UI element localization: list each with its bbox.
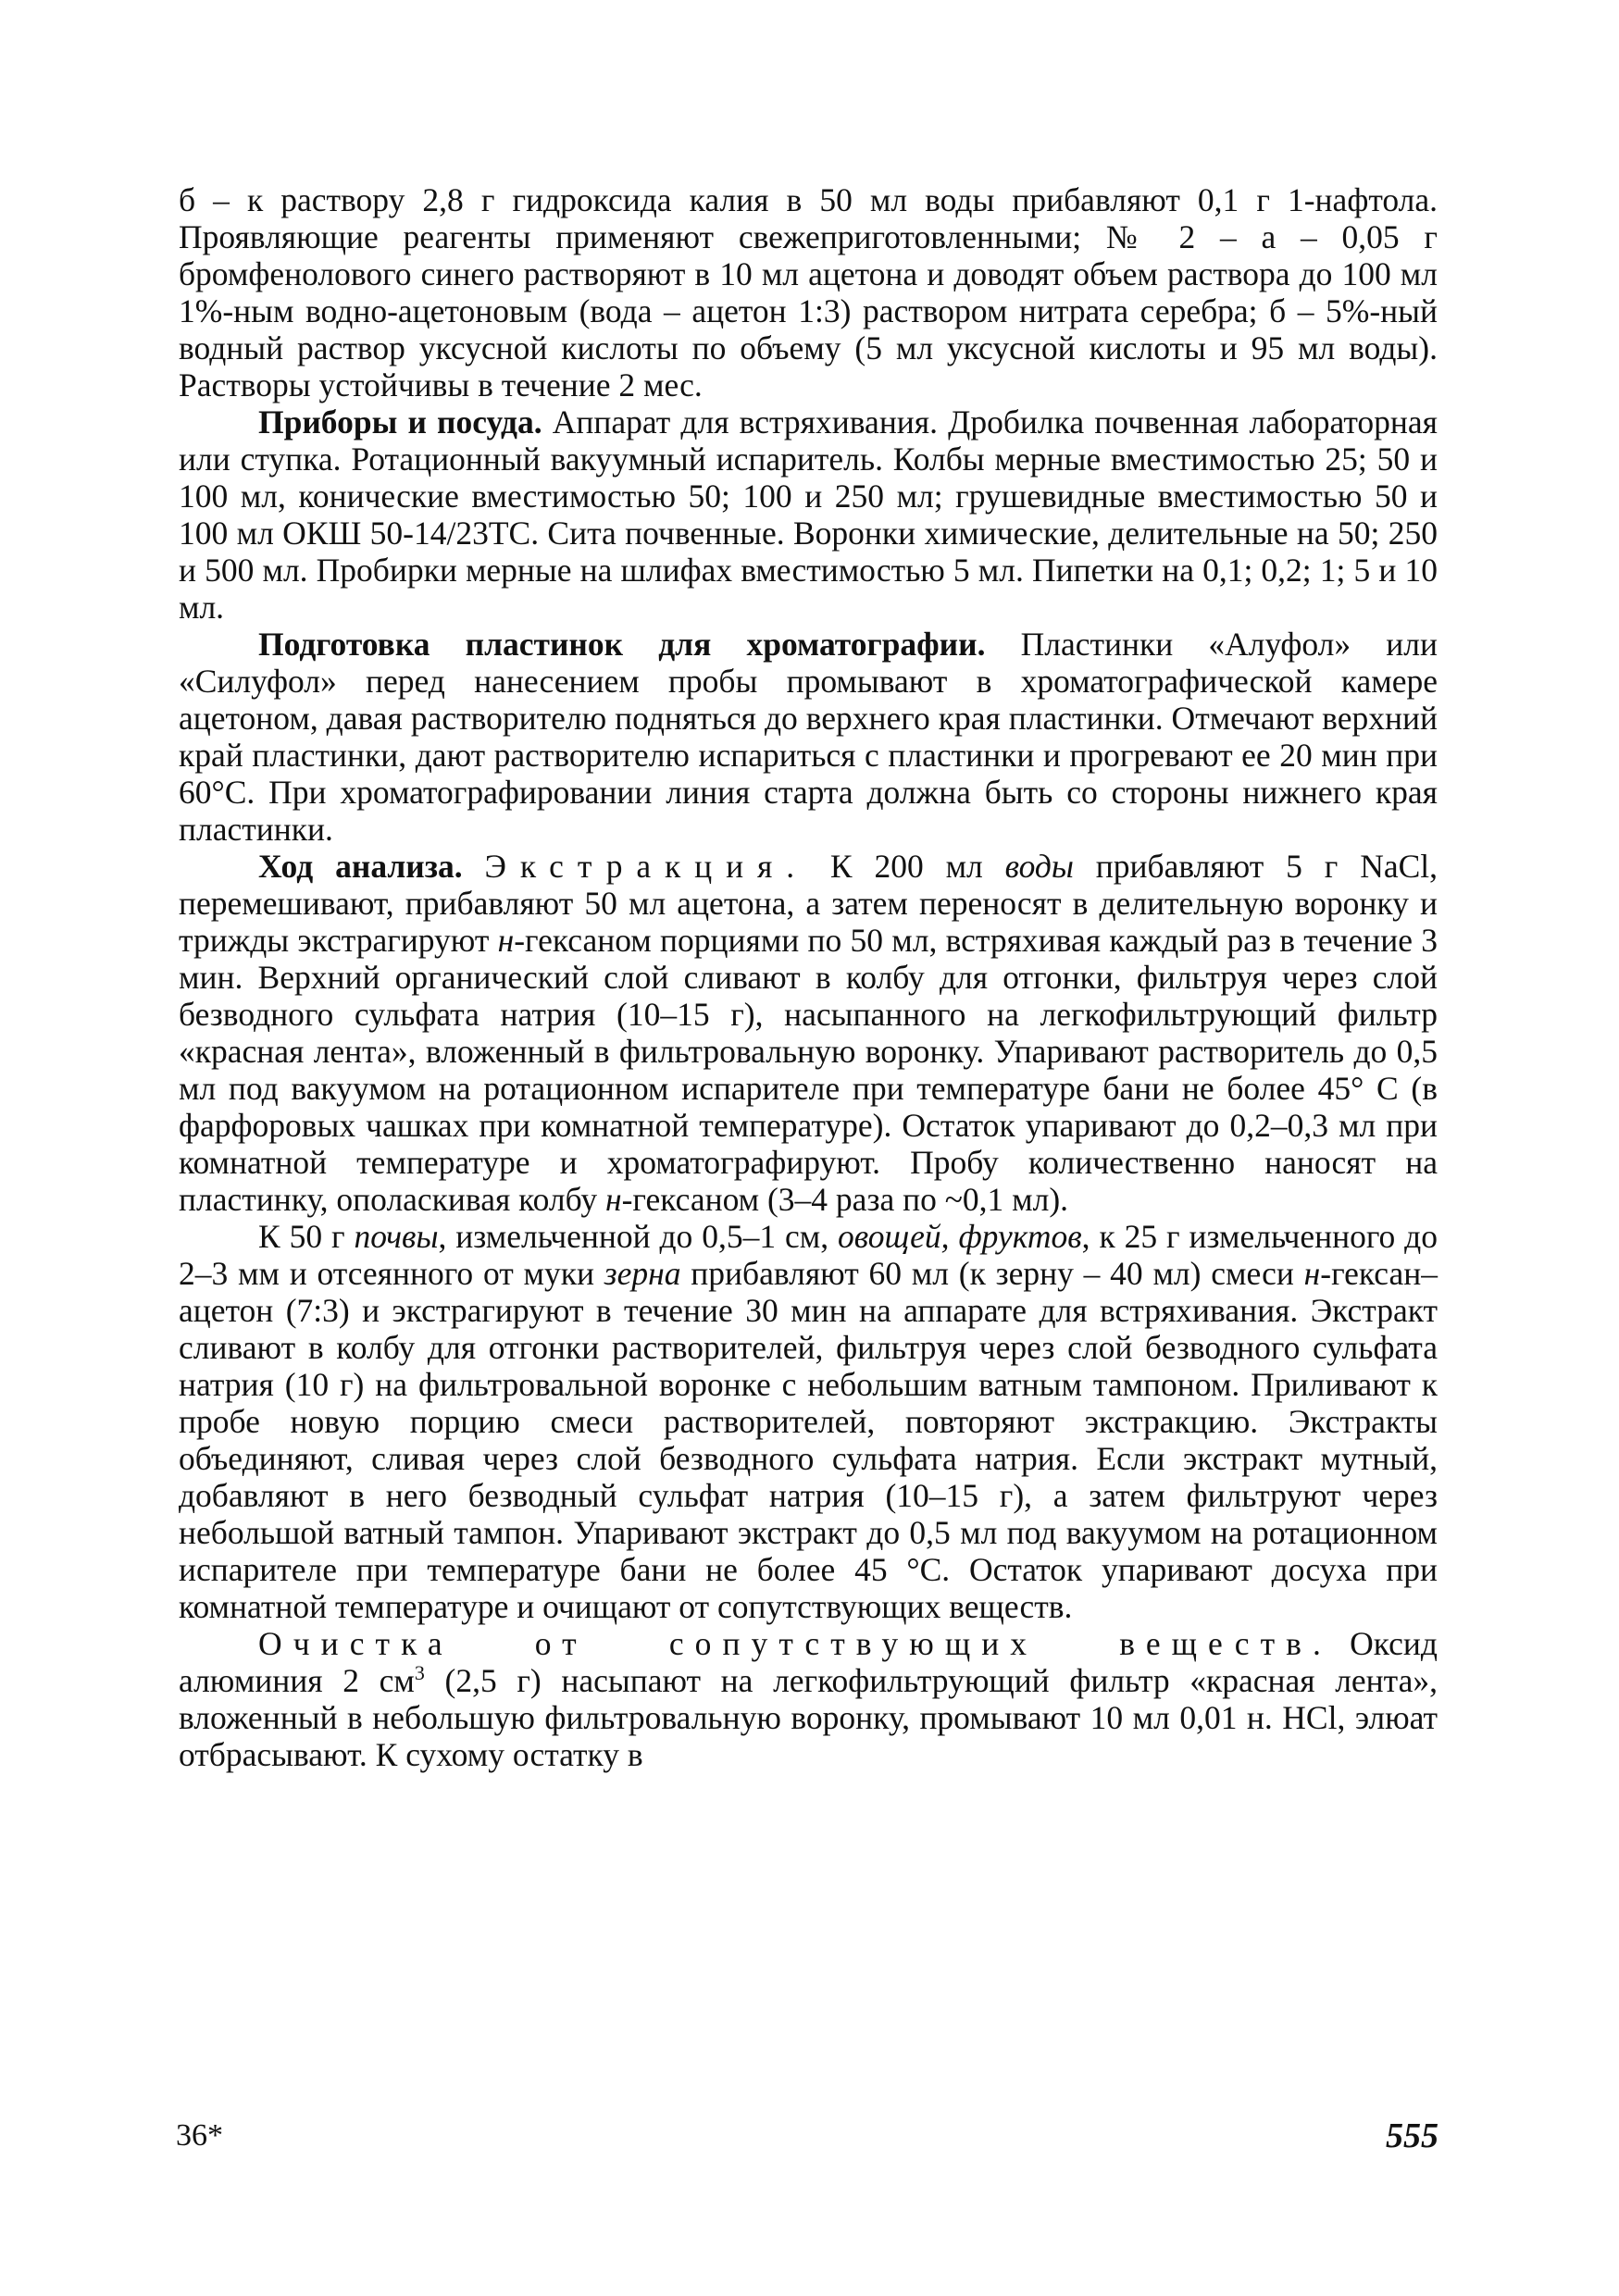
paragraph-text: Пластинки «Алуфол» или «Силуфол» перед нанесением пробы промывают в хроматографической камере ацетоном, давая растворителю подняться до верхнего края пластинки. Отмечают верхний край пластинки, дают растворителю испариться с пластинки и прогревают ее 20 мин при 60°С. При хроматографировании линия старта должна быть со стороны нижнего края пластинки. [179, 626, 1438, 848]
text-run: прибавляют 60 мл (к зерну – 40 мл) смеси [680, 1255, 1304, 1292]
text-run: -гексаном (3–4 раза по ~0,1 мл). [621, 1181, 1069, 1218]
paragraph-reagents [179, 181, 1438, 403]
page-body [179, 181, 1438, 1773]
subsection-heading-extraction: Экстракция. [484, 848, 809, 885]
subsection-heading-cleanup: Очистка от сопутствующих веществ. [258, 1625, 1332, 1662]
text-run: К 50 г [258, 1218, 355, 1255]
paragraph-text: б – к раствору 2,8 г гидроксида калия в 50 мл воды прибавляют 0,1 г 1-нафтола. Проявляющие реагенты применяют свежеприготовленными; № 2 – а – 0,05 г бромфенолового синего растворяют в 10 мл ацетона и доводят объем раствора до 100 мл 1%-ным водно-ацетоновым (вода – ацетон 1:3) раствором нитрата серебра; б – 5%-ный водный раствор уксусной кислоты по объему (5 мл уксусной кислоты и 95 мл воды). Растворы устойчивы в течение 2 мес. [179, 181, 1438, 403]
section-heading-analysis: Ход анализа. [258, 848, 463, 885]
page-number: 555 [1386, 2116, 1438, 2155]
text-run: -гексаном порциями по 50 мл, встряхивая каждый раз в течение 3 мин. Верхний органический слой сливают в колбу для отгонки, фильтруя через слой безводного сульфата натрия (10–15 г), насыпанного на легкофильтрующий фильтр «красная лента», вложенный в фильтровальную воронку. Упаривают растворитель до 0,5 мл под вакуумом на ротационном испарителе при температуре бани не более 45° С (в фарфоровых чашках при комнатной температуре). Остаток упаривают до 0,2–0,3 мл при комнатной температуре и хроматографируют. Пробу количественно наносят на пластинку, ополаскивая колбу [179, 922, 1438, 1218]
paragraph-text: Аппарат для встряхивания. Дробилка почвенная лабораторная или ступка. Ротационный вакуумный испаритель. Колбы мерные вместимостью 25; 50 и 100 мл, конические вместимостью 50; 100 и 250 мл; грушевидные вместимостью 50 и 100 мл ОКШ 50-14/23ТС. Сита почвенные. Воронки химические, делительные на 50; 250 и 500 мл. Пробирки мерные на шлифах вместимостью 5 мл. Пипетки на 0,1; 0,2; 1; 5 и 10 мл. [179, 403, 1438, 626]
paragraph-cleanup [179, 1625, 1438, 1773]
paragraph-analysis-procedure [179, 848, 1438, 1218]
text-run: -гексан–ацетон (7:3) и экстрагируют в течение 30 мин на аппарате для встряхивания. Экстракт сливают в колбу для отгонки растворителей, фильтруя через слой безводного сульфата натрия (10 г) на фильтровальной воронке с небольшим ватным тампоном. Приливают к пробе новую порцию смеси растворителей, повторяют экстракцию. Экстракты объединяют, сливая через слой безводного сульфата натрия. Если экстракт мутный, добавляют в него безводный сульфат натрия (10–15 г), а затем фильтруют через небольшой ватный тампон. Упаривают экстракт до 0,5 мл под вакуумом на ротационном испарителе при температуре бани не более 45 °С. Остаток упаривают досуха при комнатной температуре и очищают от сопутствующих веществ. [179, 1255, 1438, 1625]
italic-run: зерна [604, 1255, 681, 1292]
text-run: прибавляют 5 г NaCl, перемешивают, прибавляют 50 мл ацетона, а затем переносят в делительную воронку и трижды экстрагируют [179, 848, 1438, 959]
text-run: , к 25 г измельченного до 2–3 мм и отсеянного от муки [179, 1218, 1438, 1292]
paragraph-plate-preparation [179, 626, 1438, 848]
text-run: (2,5 г) насыпают на легкофильтрующий фильтр «красная лента», вложенный в небольшую фильтровальную воронку, промывают 10 мл 0,01 н. HCl, элюат отбрасывают. К сухому остатку в [179, 1662, 1438, 1773]
section-heading-equipment: Приборы и посуда. [258, 403, 542, 441]
italic-run: почвы [354, 1218, 439, 1255]
italic-run: овощей, фруктов [838, 1218, 1082, 1255]
paragraph-equipment [179, 403, 1438, 626]
printer-signature: 36* [176, 2118, 223, 2153]
italic-run: н [604, 1181, 622, 1218]
superscript: 3 [414, 1661, 425, 1685]
italic-run: н [497, 922, 515, 959]
italic-run: н [1303, 1255, 1321, 1292]
paragraph-soil-vegetables-extraction [179, 1218, 1438, 1625]
text-run: Оксид алюминия 2 см [179, 1625, 1438, 1699]
text-run: К 200 мл [808, 848, 1005, 885]
section-heading-plate-preparation: Подготовка пластинок для хроматографии. [258, 626, 986, 663]
text-run: , измельченной до 0,5–1 см, [438, 1218, 839, 1255]
italic-run: воды [1004, 848, 1074, 885]
